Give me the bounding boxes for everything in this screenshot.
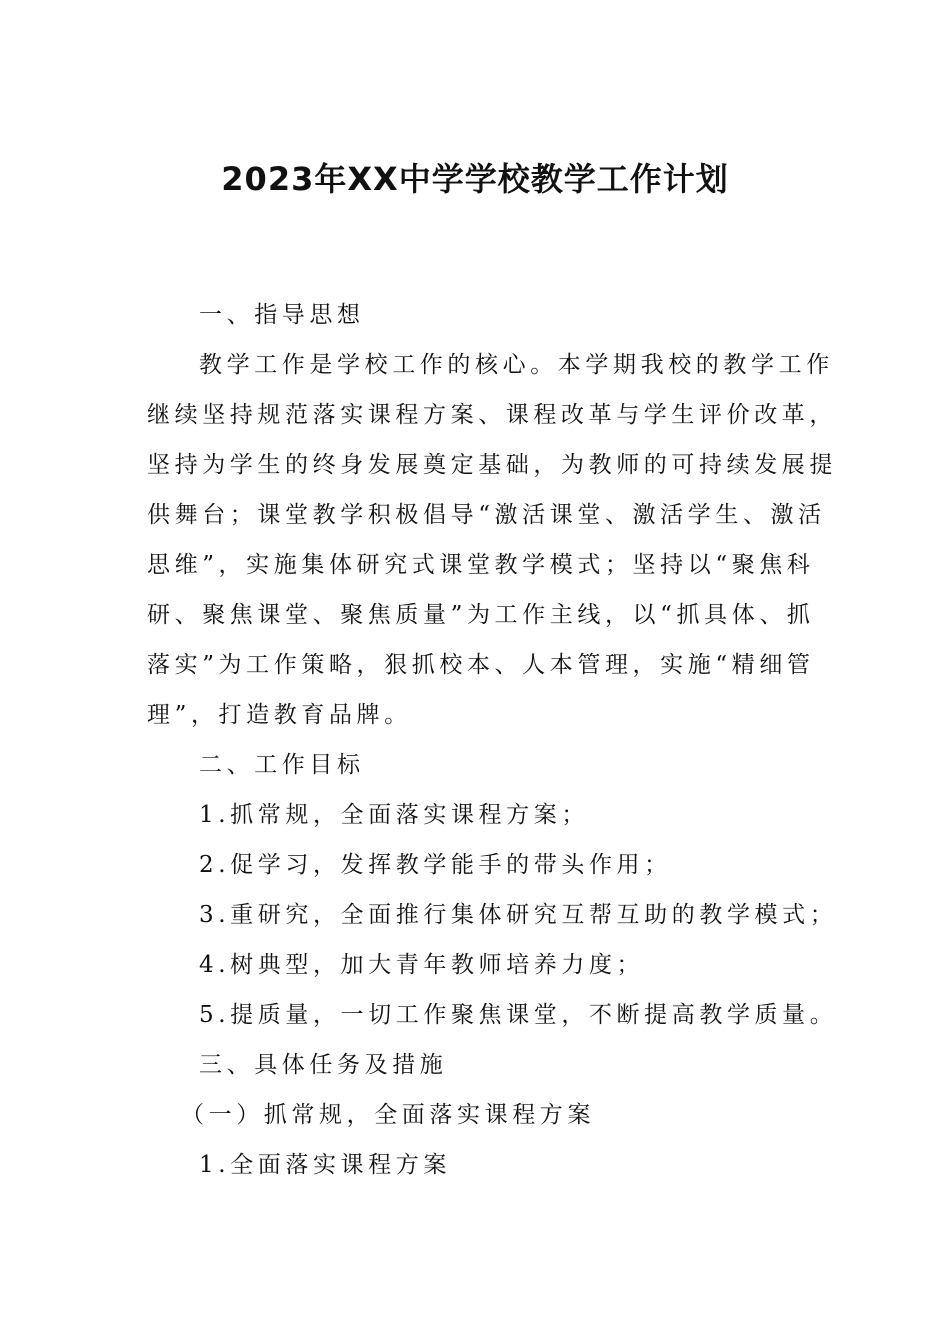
section-heading-guiding-ideology: 一、指导思想 xyxy=(199,302,365,328)
item-heading: 1.全面落实课程方案 xyxy=(199,1152,451,1178)
paragraph-line: 理”，打造教育品牌。 xyxy=(147,702,412,728)
goal-item: 4.树典型，加大青年教师培养力度； xyxy=(199,952,645,978)
paragraph-line: 落实”为工作策略，狠抓校本、人本管理，实施“精细管 xyxy=(147,652,815,678)
document-body xyxy=(147,290,838,1190)
goal-item: 5.提质量，一切工作聚焦课堂，不断提高教学质量。 xyxy=(199,1002,838,1028)
section-heading-work-goals: 二、工作目标 xyxy=(199,752,365,778)
paragraph-line: 坚持为学生的终身发展奠定基础，为教师的可持续发展提 xyxy=(147,452,837,478)
section-heading-tasks-measures: 三、具体任务及措施 xyxy=(199,1052,448,1078)
paragraph-line: 研、聚焦课堂、聚焦质量”为工作主线，以“抓具体、抓 xyxy=(147,602,815,628)
subsection-heading: （一）抓常规，全面落实课程方案 xyxy=(181,1102,595,1128)
document-title: 2023年XX中学学校教学工作计划 xyxy=(221,160,729,198)
goal-item: 2.促学习，发挥教学能手的带头作用； xyxy=(199,852,672,878)
paragraph-line: 思维”，实施集体研究式课堂教学模式；坚持以“聚焦科 xyxy=(147,552,815,578)
goal-item: 3.重研究，全面推行集体研究互帮互助的教学模式； xyxy=(199,902,838,928)
paragraph-line: 供舞台；课堂教学积极倡导“激活课堂、激活学生、激活 xyxy=(147,502,826,528)
goal-item: 1.抓常规，全面落实课程方案； xyxy=(199,802,589,828)
paragraph-line: 教学工作是学校工作的核心。本学期我校的教学工作 xyxy=(199,352,834,378)
paragraph-line: 继续坚持规范落实课程方案、课程改革与学生评价改革， xyxy=(147,402,837,428)
